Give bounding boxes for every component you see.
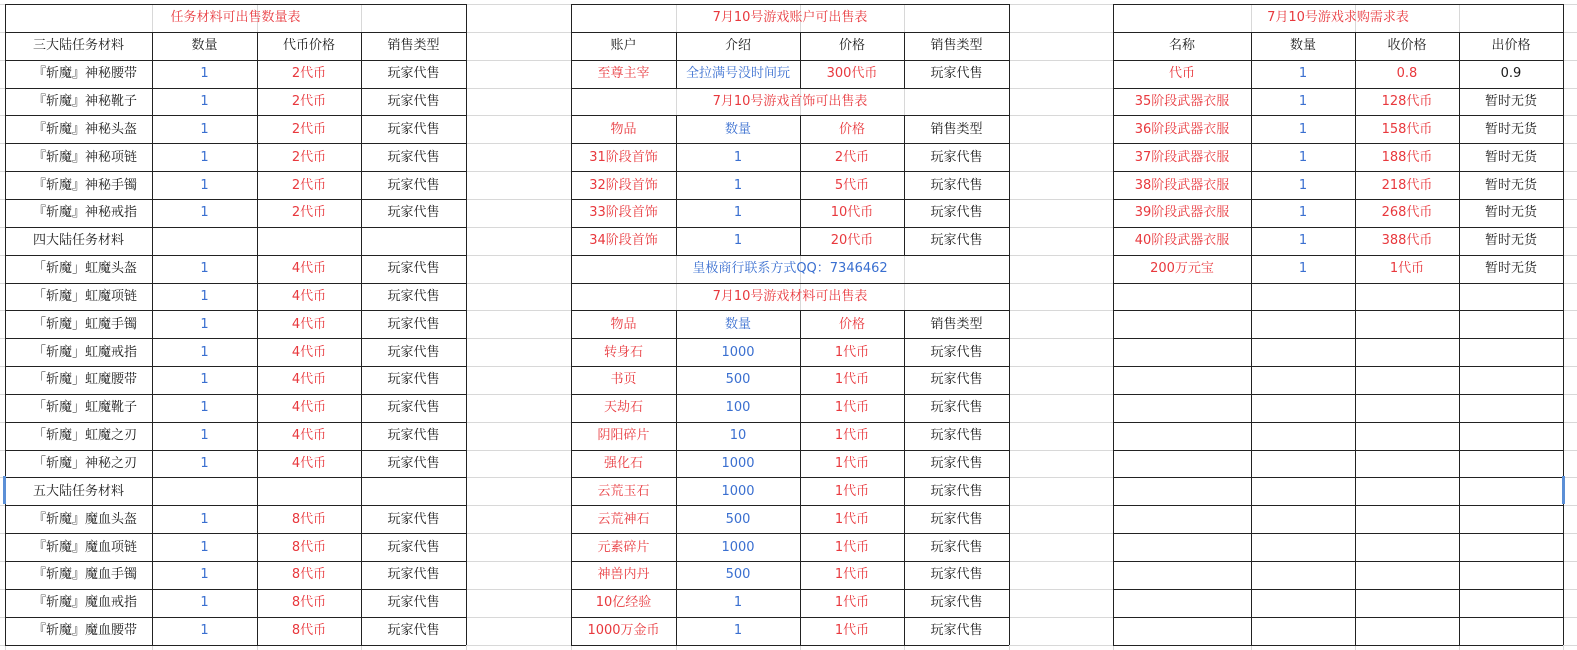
account-sale-type[interactable]: 玩家代售 xyxy=(930,66,983,82)
table1-price[interactable]: 4代币 xyxy=(291,372,327,388)
table1-quantity[interactable]: 1 xyxy=(200,205,209,221)
material-price[interactable]: 1代币 xyxy=(834,400,870,416)
table1-quantity[interactable]: 1 xyxy=(200,344,209,360)
table1-sale-type[interactable]: 玩家代售 xyxy=(387,93,440,109)
table1-item-name[interactable]: 「斩魔」虹魔项链 xyxy=(33,288,138,304)
material-item[interactable]: 1000万金币 xyxy=(587,623,660,639)
table1-item-name[interactable]: 『斩魔』神秘项链 xyxy=(33,149,138,165)
table1-header-1: 数量 xyxy=(191,38,218,54)
purchase-item-name[interactable]: 37阶段武器衣服 xyxy=(1134,149,1230,165)
material-quantity[interactable]: 1000 xyxy=(721,483,755,499)
table1-sale-type[interactable]: 玩家代售 xyxy=(387,344,440,360)
material-sale-type[interactable]: 玩家代售 xyxy=(930,567,983,583)
table1-price[interactable]: 4代币 xyxy=(291,428,327,444)
materials-header-0: 物品 xyxy=(610,316,637,332)
table1-sale-type[interactable]: 玩家代售 xyxy=(387,288,440,304)
account-header-2: 价格 xyxy=(838,38,865,54)
material-sale-type[interactable]: 玩家代售 xyxy=(930,344,983,360)
table1-price[interactable]: 2代币 xyxy=(291,93,327,109)
purchase-buy-price[interactable]: 158代币 xyxy=(1381,121,1433,137)
table1-section-label[interactable]: 五大陆任务材料 xyxy=(33,483,125,499)
account-intro[interactable]: 全拉满号没时间玩 xyxy=(685,66,790,82)
purchase-sell-price[interactable]: 暂时无货 xyxy=(1484,93,1537,109)
table1-price[interactable]: 2代币 xyxy=(291,177,327,193)
account-header-0: 账户 xyxy=(610,38,637,54)
material-item[interactable]: 云荒神石 xyxy=(597,511,650,527)
table1-item-name[interactable]: 「斩魔」虹魔手镯 xyxy=(33,316,138,332)
material-quantity[interactable]: 1000 xyxy=(721,456,755,472)
table1-sale-type[interactable]: 玩家代售 xyxy=(387,595,440,611)
purchase-header-2: 收价格 xyxy=(1387,38,1427,54)
jewelry-quantity[interactable]: 1 xyxy=(733,177,743,193)
purchase-sell-price[interactable]: 暂时无货 xyxy=(1484,121,1537,137)
account-table-title: 7月10号游戏账户可出售表 xyxy=(712,10,868,26)
row-selection-marker xyxy=(3,476,6,504)
table1-sale-type[interactable]: 玩家代售 xyxy=(387,149,440,165)
table1-quantity[interactable]: 1 xyxy=(200,400,209,416)
material-item[interactable]: 书页 xyxy=(610,372,637,388)
table1-price[interactable]: 2代币 xyxy=(291,149,327,165)
purchase-sell-price[interactable]: 0.9 xyxy=(1500,66,1522,82)
purchase-sell-price[interactable]: 暂时无货 xyxy=(1484,233,1537,249)
jewelry-sale-type[interactable]: 玩家代售 xyxy=(930,149,983,165)
table1-quantity[interactable]: 1 xyxy=(200,66,209,82)
table1-header-0: 三大陆任务材料 xyxy=(32,38,124,54)
jewelry-price[interactable]: 2代币 xyxy=(834,149,870,165)
material-item[interactable]: 阴阳碎片 xyxy=(597,428,650,444)
jewelry-table-title: 7月10号游戏首饰可出售表 xyxy=(712,93,868,109)
material-sale-type[interactable]: 玩家代售 xyxy=(930,623,983,639)
purchase-buy-price[interactable]: 388代币 xyxy=(1381,233,1433,249)
purchase-item-name[interactable]: 35阶段武器衣服 xyxy=(1134,93,1230,109)
table1-item-name[interactable]: 『斩魔』神秘戒指 xyxy=(33,205,138,221)
table1-sale-type[interactable]: 玩家代售 xyxy=(387,261,440,277)
material-quantity[interactable]: 1 xyxy=(733,623,743,639)
table1-quantity[interactable]: 1 xyxy=(200,567,209,583)
material-price[interactable]: 1代币 xyxy=(834,567,870,583)
table1-sale-type[interactable]: 玩家代售 xyxy=(387,121,440,137)
jewelry-sale-type[interactable]: 玩家代售 xyxy=(930,233,983,249)
table1-price[interactable]: 8代币 xyxy=(291,511,327,527)
material-price[interactable]: 1代币 xyxy=(834,372,870,388)
table1-item-name[interactable]: 『斩魔』神秘头盔 xyxy=(33,121,138,137)
table1-item-name[interactable]: 「斩魔」虹魔腰带 xyxy=(33,372,138,388)
purchase-item-name[interactable]: 200万元宝 xyxy=(1150,261,1214,277)
purchase-buy-price[interactable]: 268代币 xyxy=(1381,205,1433,221)
table1-section-label[interactable]: 四大陆任务材料 xyxy=(33,233,125,249)
table1-sale-type[interactable]: 玩家代售 xyxy=(387,623,440,639)
material-price[interactable]: 1代币 xyxy=(834,511,870,527)
purchase-quantity[interactable]: 1 xyxy=(1298,205,1308,221)
table1-quantity[interactable]: 1 xyxy=(200,539,209,555)
table1-sale-type[interactable]: 玩家代售 xyxy=(387,400,440,416)
table1-quantity[interactable]: 1 xyxy=(200,149,209,165)
purchase-header-3: 出价格 xyxy=(1491,38,1531,54)
purchase-item-name[interactable]: 40阶段武器衣服 xyxy=(1134,233,1230,249)
table1-price[interactable]: 2代币 xyxy=(291,121,327,137)
account-price[interactable]: 300代币 xyxy=(826,66,878,82)
material-sale-type[interactable]: 玩家代售 xyxy=(930,428,983,444)
material-item[interactable]: 云荒玉石 xyxy=(597,483,650,499)
purchase-quantity[interactable]: 1 xyxy=(1298,149,1308,165)
jewelry-sale-type[interactable]: 玩家代售 xyxy=(930,205,983,221)
account-name[interactable]: 至尊主宰 xyxy=(597,66,650,82)
purchase-buy-price[interactable]: 188代币 xyxy=(1381,149,1433,165)
table1-price[interactable]: 4代币 xyxy=(291,288,327,304)
purchase-buy-price[interactable]: 0.8 xyxy=(1396,66,1418,82)
table1-quantity[interactable]: 1 xyxy=(200,261,209,277)
table1-sale-type[interactable]: 玩家代售 xyxy=(387,511,440,527)
purchase-item-name[interactable]: 代币 xyxy=(1168,66,1195,82)
jewelry-header-0: 物品 xyxy=(610,121,637,137)
purchase-header-0: 名称 xyxy=(1168,38,1195,54)
table1-price[interactable]: 2代币 xyxy=(291,66,327,82)
purchase-buy-price[interactable]: 128代币 xyxy=(1381,93,1433,109)
table1-quantity[interactable]: 1 xyxy=(200,595,209,611)
table1-sale-type[interactable]: 玩家代售 xyxy=(387,316,440,332)
jewelry-item[interactable]: 34阶段首饰 xyxy=(589,233,658,249)
table1-price[interactable]: 4代币 xyxy=(291,456,327,472)
material-quantity[interactable]: 1000 xyxy=(721,539,755,555)
jewelry-price[interactable]: 10代币 xyxy=(830,205,874,221)
table1-sale-type[interactable]: 玩家代售 xyxy=(387,66,440,82)
purchase-quantity[interactable]: 1 xyxy=(1298,233,1308,249)
purchase-quantity[interactable]: 1 xyxy=(1298,66,1308,82)
materials-header-3: 销售类型 xyxy=(930,316,983,332)
jewelry-sale-type[interactable]: 玩家代售 xyxy=(930,177,983,193)
table1-quantity[interactable]: 1 xyxy=(200,93,209,109)
materials-header-2: 价格 xyxy=(838,316,865,332)
material-sale-type[interactable]: 玩家代售 xyxy=(930,595,983,611)
material-item[interactable]: 元素碎片 xyxy=(597,539,650,555)
jewelry-quantity[interactable]: 1 xyxy=(733,205,743,221)
table1-item-name[interactable]: 「斩魔」神秘之刃 xyxy=(33,456,138,472)
table1-price[interactable]: 8代币 xyxy=(291,595,327,611)
table1-item-name[interactable]: 『斩魔』神秘手镯 xyxy=(33,177,138,193)
table1-quantity[interactable]: 1 xyxy=(200,177,209,193)
table1-quantity[interactable]: 1 xyxy=(200,288,209,304)
material-quantity[interactable]: 1 xyxy=(733,595,743,611)
material-item[interactable]: 转身石 xyxy=(603,344,643,360)
jewelry-header-3: 销售类型 xyxy=(930,121,983,137)
material-price[interactable]: 1代币 xyxy=(834,595,870,611)
table1-item-name[interactable]: 『斩魔』神秘腰带 xyxy=(33,66,138,82)
table1-header-3: 销售类型 xyxy=(387,38,440,54)
table1-quantity[interactable]: 1 xyxy=(200,121,209,137)
materials-table-title: 7月10号游戏材料可出售表 xyxy=(712,288,868,304)
material-item[interactable]: 天劫石 xyxy=(603,400,643,416)
purchase-sell-price[interactable]: 暂时无货 xyxy=(1484,149,1537,165)
table1-sale-type[interactable]: 玩家代售 xyxy=(387,567,440,583)
material-sale-type[interactable]: 玩家代售 xyxy=(930,400,983,416)
purchase-quantity[interactable]: 1 xyxy=(1298,177,1308,193)
table1-item-name[interactable]: 「斩魔」虹魔戒指 xyxy=(33,344,138,360)
jewelry-quantity[interactable]: 1 xyxy=(733,149,743,165)
material-quantity[interactable]: 500 xyxy=(725,567,751,583)
table1-price[interactable]: 2代币 xyxy=(291,205,327,221)
table1-item-name[interactable]: 「斩魔」虹魔之刃 xyxy=(33,428,138,444)
material-price[interactable]: 1代币 xyxy=(834,539,870,555)
purchase-quantity[interactable]: 1 xyxy=(1298,121,1308,137)
table1-sale-type[interactable]: 玩家代售 xyxy=(387,177,440,193)
material-sale-type[interactable]: 玩家代售 xyxy=(930,456,983,472)
material-quantity[interactable]: 500 xyxy=(725,372,751,388)
table1-quantity[interactable]: 1 xyxy=(200,428,209,444)
purchase-header-1: 数量 xyxy=(1289,38,1316,54)
material-sale-type[interactable]: 玩家代售 xyxy=(930,539,983,555)
table1-sale-type[interactable]: 玩家代售 xyxy=(387,372,440,388)
table1-price[interactable]: 8代币 xyxy=(291,539,327,555)
table1-quantity[interactable]: 1 xyxy=(200,372,209,388)
purchase-buy-price[interactable]: 218代币 xyxy=(1381,177,1433,193)
material-sale-type[interactable]: 玩家代售 xyxy=(930,372,983,388)
table1-price[interactable]: 4代币 xyxy=(291,261,327,277)
table1-item-name[interactable]: 『斩魔』魔血手镯 xyxy=(33,567,138,583)
table1-item-name[interactable]: 『斩魔』魔血戒指 xyxy=(33,595,138,611)
jewelry-quantity[interactable]: 1 xyxy=(733,233,743,249)
table1-item-name[interactable]: 『斩魔』魔血腰带 xyxy=(33,623,138,639)
material-quantity[interactable]: 10 xyxy=(729,428,747,444)
purchase-sell-price[interactable]: 暂时无货 xyxy=(1484,261,1537,277)
table1-quantity[interactable]: 1 xyxy=(200,456,209,472)
purchase-item-name[interactable]: 36阶段武器衣服 xyxy=(1134,121,1230,137)
table1-price[interactable]: 4代币 xyxy=(291,316,327,332)
purchase-buy-price[interactable]: 1代币 xyxy=(1389,261,1425,277)
purchase-quantity[interactable]: 1 xyxy=(1298,93,1308,109)
purchase-table-title: 7月10号游戏求购需求表 xyxy=(1267,10,1409,26)
table1-item-name[interactable]: 『斩魔』魔血头盔 xyxy=(33,511,138,527)
table1-quantity[interactable]: 1 xyxy=(200,623,209,639)
jewelry-price[interactable]: 5代币 xyxy=(834,177,870,193)
table1-header-2: 代币价格 xyxy=(282,38,335,54)
contact-qq[interactable]: 皇极商行联系方式QQ：7346462 xyxy=(692,261,888,277)
jewelry-item[interactable]: 31阶段首饰 xyxy=(589,149,658,165)
material-item[interactable]: 10亿经验 xyxy=(595,595,652,611)
jewelry-item[interactable]: 32阶段首饰 xyxy=(589,177,658,193)
table1-sale-type[interactable]: 玩家代售 xyxy=(387,539,440,555)
table1-sale-type[interactable]: 玩家代售 xyxy=(387,456,440,472)
jewelry-price[interactable]: 20代币 xyxy=(830,233,874,249)
material-price[interactable]: 1代币 xyxy=(834,623,870,639)
table1-quantity[interactable]: 1 xyxy=(200,316,209,332)
purchase-sell-price[interactable]: 暂时无货 xyxy=(1484,177,1537,193)
purchase-item-name[interactable]: 39阶段武器衣服 xyxy=(1134,205,1230,221)
table1-item-name[interactable]: 「斩魔」虹魔头盔 xyxy=(33,261,138,277)
table1-sale-type[interactable]: 玩家代售 xyxy=(387,428,440,444)
material-quantity[interactable]: 100 xyxy=(725,400,751,416)
jewelry-item[interactable]: 33阶段首饰 xyxy=(589,205,658,221)
table1-item-name[interactable]: 「斩魔」虹魔靴子 xyxy=(33,400,138,416)
purchase-quantity[interactable]: 1 xyxy=(1298,261,1308,277)
material-item[interactable]: 神兽内丹 xyxy=(597,567,650,583)
table1-title: 任务材料可出售数量表 xyxy=(170,10,301,26)
material-price[interactable]: 1代币 xyxy=(834,483,870,499)
account-header-3: 销售类型 xyxy=(930,38,983,54)
materials-header-1: 数量 xyxy=(724,316,751,332)
material-sale-type[interactable]: 玩家代售 xyxy=(930,511,983,527)
material-item[interactable]: 强化石 xyxy=(603,456,643,472)
table1-price[interactable]: 4代币 xyxy=(291,400,327,416)
table1-price[interactable]: 4代币 xyxy=(291,344,327,360)
row-selection-marker-right xyxy=(1562,476,1565,504)
material-quantity[interactable]: 1000 xyxy=(721,344,755,360)
purchase-item-name[interactable]: 38阶段武器衣服 xyxy=(1134,177,1230,193)
jewelry-header-2: 价格 xyxy=(838,121,865,137)
material-price[interactable]: 1代币 xyxy=(834,456,870,472)
material-sale-type[interactable]: 玩家代售 xyxy=(930,483,983,499)
account-header-1: 介绍 xyxy=(724,38,751,54)
table1-price[interactable]: 8代币 xyxy=(291,567,327,583)
table1-quantity[interactable]: 1 xyxy=(200,511,209,527)
material-quantity[interactable]: 500 xyxy=(725,511,751,527)
table1-sale-type[interactable]: 玩家代售 xyxy=(387,205,440,221)
table1-price[interactable]: 8代币 xyxy=(291,623,327,639)
purchase-sell-price[interactable]: 暂时无货 xyxy=(1484,205,1537,221)
jewelry-header-1: 数量 xyxy=(724,121,751,137)
material-price[interactable]: 1代币 xyxy=(834,344,870,360)
material-price[interactable]: 1代币 xyxy=(834,428,870,444)
table1-item-name[interactable]: 『斩魔』魔血项链 xyxy=(33,539,138,555)
table1-item-name[interactable]: 『斩魔』神秘靴子 xyxy=(33,93,138,109)
